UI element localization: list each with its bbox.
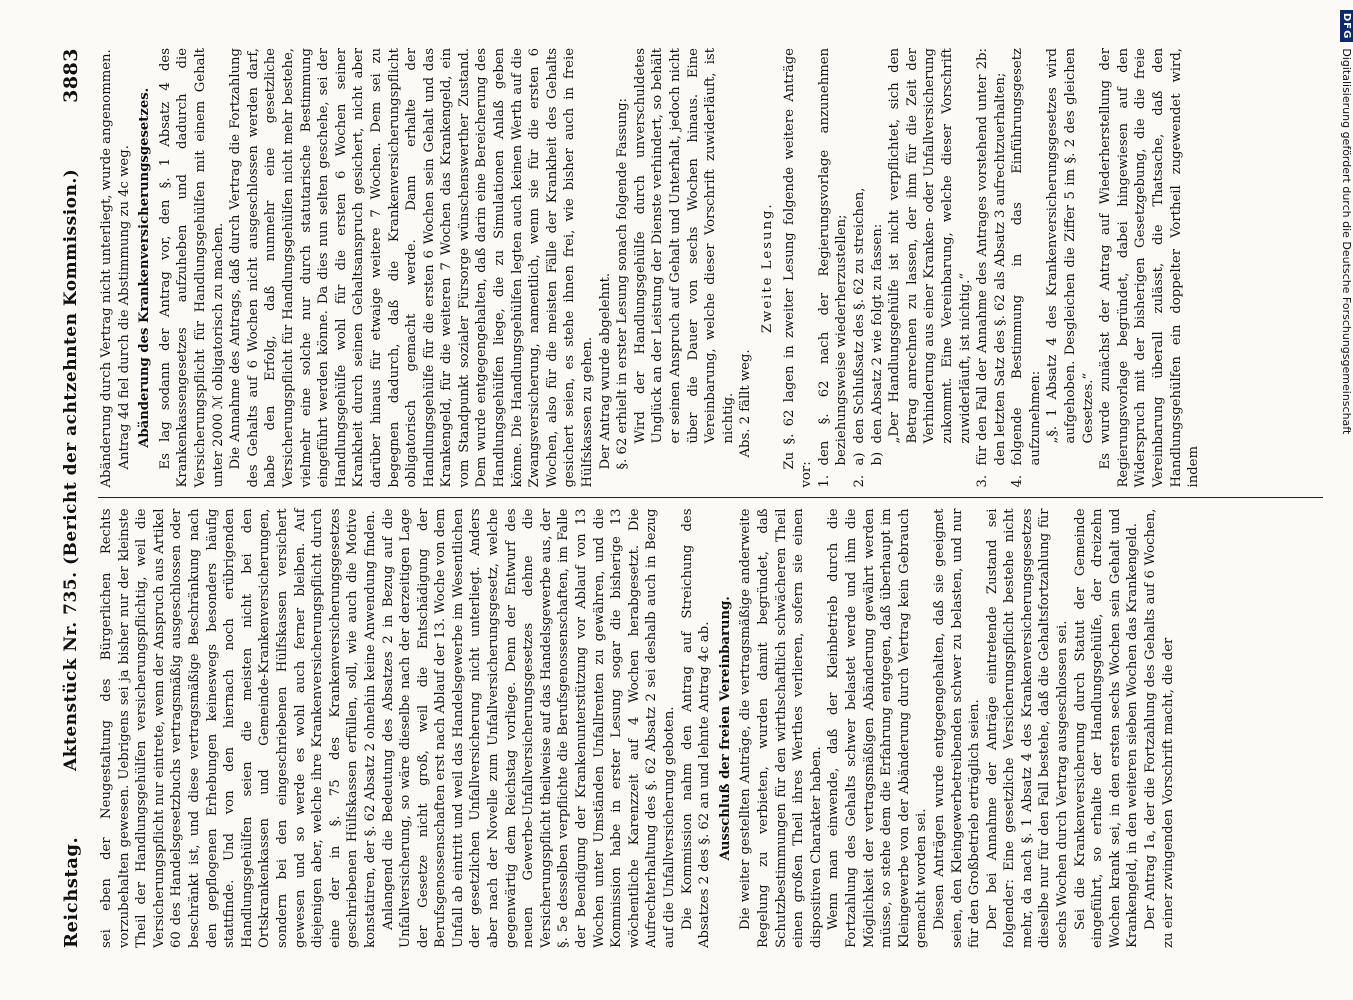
- list-text: folgende Bestimmung in das Einführungsgesetz aufzunehmen:: [1010, 48, 1043, 466]
- paragraph: Es lag sodann der Antrag vor, den §. 1 Absatz 4 des Krankenkassengesetzes aufzuheben und dadurch die Versicherungspflicht für Handlungsgehülfen mit einem Gehalt unter 2000 ℳ obligatorisch zu machen.: [157, 48, 226, 488]
- header-title: Aktenstück Nr. 735. (Bericht der achtzehnten Kommission.): [61, 168, 81, 771]
- paragraph: Diesen Anträgen wurde entgegengehalten, daß sie geeignet seien, den Kleingewerbetreibenden schwer zu belasten, und nur für den Großbetrieb erträglich seien.: [931, 508, 983, 948]
- list-text: den Schlußsatz des §. 62 zu streichen,: [851, 187, 867, 444]
- quoted-paragraph: „§. 1 Absatz 4 des Krankenversicherungsgesetzes wird aufgehoben. Desgleichen die Ziffer 5 im §. 2 des gleichen Gesetzes.“: [1045, 48, 1096, 444]
- list-number: 3.: [975, 474, 991, 488]
- list-item: [974, 48, 1009, 488]
- list-number: a): [851, 452, 867, 466]
- paragraph: Es wurde zunächst der Antrag auf Wiederherstellung der Regierungsvorlage begründet, dabei hingewiesen auf den Widerspruch mit der bisherigen Gesetzgebung, die die freie Vereinbarung überall zulässt, die Thatsache, daß den Handlungsgehülfen ein doppelter Vortheil zugewendet wird, indem: [1098, 48, 1202, 488]
- paragraph: Die weiter gestellten Anträge, die vertragsmäßige anderweite Regelung zu verbieten, wurden damit begründet, daß Schutzbestimmungen für den wirthschaftlich schwächeren Theil einen großen Theil ihres Werthes verlieren, sofern sie einen dispositiven Charakter haben.: [738, 508, 824, 948]
- paragraph: Der Antrag 1a, der die Fortzahlung des Gehalts auf 6 Wochen, zu einer zwingenden Vorschrift macht, die der: [1143, 508, 1176, 948]
- quoted-paragraph: „Der Handlungsgehülfe ist nicht verpflichtet, sich den Betrag anrechnen zu lassen, der ihm für die Zeit der Verhinderung aus einer Kranken- oder Unfallversicherung zukommt. Eine Vereinbarung, welche dieser Vorschrift zuwiderläuft, ist nichtig.“: [887, 48, 973, 444]
- paragraph: §. 62 erhielt in erster Lesung sonach folgende Fassung:: [615, 98, 631, 470]
- column-divider: [98, 498, 1323, 499]
- quoted-paragraph: Wird der Handlungsgehülfe durch unverschuldetes Unglück an der Leistung der Dienste verhindert, so behält er seinen Anspruch auf Gehalt und Unterhalt, jedoch nicht über die Dauer von sechs Wochen hinaus. Eine Vereinbarung, welche dieser Vorschrift zuwiderläuft, ist nichtig.: [632, 48, 736, 444]
- paragraph: Der Antrag wurde abgelehnt.: [597, 272, 613, 470]
- paragraph: Die Kommission nahm den Antrag auf Streichung des Absatzes 2 des §. 62 an und lehnte Antrag 4c ab.: [679, 508, 713, 948]
- paragraph: Sei die Krankenversicherung durch Statut der Gemeinde eingeführt, so erhalte der Handlungsgehülfe, der dreizehn Wochen krank sei, in den ersten sechs Wochen sein Gehalt und Krankengeld, in den weiteren sieben Wochen das Krankengeld.: [1072, 508, 1141, 948]
- section-heading: Ausschluß der freien Vereinbarung.: [717, 596, 733, 861]
- right-column: [98, 48, 1323, 498]
- page-number: 3883: [60, 48, 82, 103]
- text-columns: [98, 48, 1323, 948]
- list-text: für den Fall der Annahme des Antrages vorstehend unter 2b: den letzten Satz des §. 62 als Absatz 3 aufrechtzuerhalten;: [975, 48, 1008, 466]
- paragraph: sei eben der Neugestaltung des Bürgerlichen Rechts vorzubehalten gewesen. Uebrigens sei ja bisher nur der kleinste Theil der Handlungsgehülfen versicherungspflichtig, weil die Versicherungspflicht nur eintrete, wenn der Anspruch aus Artikel 60 des Handelsgesetzbuchs vertragsmäßig ausgeschlossen oder beschränkt ist, und diese vertragsmäßige Beschränkung nach den gepflogenen Erhebungen keineswegs besonders häufig stattfinde. Und von den hiernach noch erübrigenden Handlungsgehülfen seien die meisten nicht bei den Ortskrankenkassen und Gemeinde-Krankenversicherungen, sondern bei den eingeschriebenen Hülfskassen versichert gewesen und so werde es wohl auch ferner bleiben. Auf diejenigen aber, welche ihre Krankenversicherungspflicht durch eine der in §. 75 des Krankenversicherungsgesetzes geschriebenen Hülfskassen erfüllen, soll, wie auch die Motive konstatiren, der §. 62 Absatz 2 ohnehin keine Anwendung finden.: [99, 508, 378, 948]
- paragraph: Der bei Annahme der Anträge eintretende Zustand sei folgender: Eine gesetzliche Versicherungspflicht bestehe nicht mehr, da nach §. 1 Absatz 4 des Krankenversicherungsgesetzes dieselbe nur für den Fall bestehe, daß die Gehaltsfortzahlung für sechs Wochen durch Vertrag ausgeschlossen sei.: [984, 508, 1071, 948]
- list-item: [1009, 48, 1044, 488]
- page-header: [58, 48, 84, 948]
- list-number: b): [869, 451, 885, 466]
- paragraph: Zu §. 62 lagen in zweiter Lesung folgende weitere Anträge vor:: [781, 48, 815, 488]
- credit-text-wrapper: [1340, 10, 1353, 690]
- dfg-logo: DFG: [1341, 10, 1353, 42]
- list-item: [816, 48, 851, 488]
- credit-text: Digitalisierung gefördert durch die Deutsche Forschungsgemeinschaft: [1340, 48, 1353, 435]
- paragraph: Wenn man einwende, daß der Kleinbetrieb durch die Fortzahlung des Gehalts schwer belastet werde und ihm die Möglichkeit der vertragsmäßigen Abänderung gewährt werden müsse, so stehe dem die Erfahrung entgegen, daß überhaupt im Kleingewerbe von der Abänderung durch Vertrag kein Gebrauch gemacht worden sei.: [826, 508, 930, 948]
- paragraph: Abs. 2 fällt weg.: [738, 349, 754, 458]
- list-number: 2.: [851, 474, 867, 488]
- digitization-credit: [1340, 10, 1352, 690]
- paragraph: Anlangend die Bedeutung des Absatzes 2 in Bezug auf die Unfallversicherung, so wäre dieselbe nach der derzeitigen Lage der Gesetze nicht groß, weil die Entschädigung der Berufsgenossenschaften erst nach Ablauf der 13. Woche von dem Unfall ab eintritt und weil das Handelsgewerbe im Wesentlichen der gesetzlichen Unfallversicherung nicht unterliegt. Anders aber nach der Novelle zum Unfallversicherungsgesetz, welche gegenwärtig dem Reichstag vorliege. Denn der Entwurf des neuen Gewerbe-Unfallversicherungsgesetzes dehne die Versicherungspflicht theilweise auf das Handelsgewerbe aus, der §. 5e desselben verpflichte die Berufsgenossenschaften, im Falle der Beendigung der Krankenunterstützung vor Ablauf von 13 Wochen unter Umständen Unfallrenten zu gewähren, und die Kommission habe in erster Lesung sogar die bisherige 13 wöchentliche Karenzzeit auf 4 Wochen herabgesetzt. Die Aufrechterhaltung des §. 62 Absatz 2 sei deshalb auch in Bezug auf die Unfallversicherung geboten.: [380, 508, 677, 948]
- list-number: 1.: [816, 474, 832, 488]
- paragraph: Abänderung durch Vertrag nicht unterliegt, wurde angenommen.: [99, 49, 114, 488]
- sub-list-item: [851, 48, 869, 488]
- header-left: Reichstag.: [60, 836, 82, 948]
- section-heading: Zweite Lesung.: [759, 202, 775, 334]
- paragraph: Antrag 4d fiel durch die Abstimmung zu 4c weg.: [116, 145, 132, 470]
- left-column: [98, 499, 1323, 949]
- sub-list-item: [869, 48, 887, 488]
- list-text: den §. 62 nach der Regierungsvorlage anzunehmen beziehungsweise wiederherzustellen;: [816, 48, 850, 466]
- section-heading: Abänderung des Krankenversicherungsgesetzes.: [137, 87, 153, 448]
- list-number: 4.: [1010, 474, 1026, 488]
- paragraph: Die Annahme des Antrags, daß durch Vertrag die Fortzahlung des Gehalts auf 6 Wochen nicht ausgeschlossen werden darf, habe den Erfolg, daß nunmehr eine gesetzliche Versicherungspflicht für Handlungsgehülfen nicht mehr bestehe, vielmehr eine solche nur durch statutarische Bestimmung eingeführt werden könne. Da dies nun selten geschehe, sei der Handlungsgehülfe wohl für die ersten 6 Wochen seiner Krankheit durch seinen Gehaltsanspruch gesichert, nicht aber darüber hinaus für etwaige weitere 7 Wochen. Dem sei zu begegnen dadurch, daß die Krankenversicherungspflicht obligatorisch gemacht werde. Dann erhalte der Handlungsgehülfe für die ersten 6 Wochen sein Gehalt und das Krankengeld, für die weiteren 7 Wochen das Krankengeld, ein vom Standpunkt sozialer Fürsorge wünschenswerther Zustand. Dem wurde entgegengehalten, daß darin eine Bereicherung des Handlungsgehülfen liege, die zu Simulationen Anlaß geben könne. Die Handlungsgehülfen legten auch keinen Werth auf die Zwangsversicherung, namentlich, wenn sie für die ersten 6 Wochen, also für die meisten Fälle der Krankheit des Gehalts gesichert seien, es stehe ihnen frei, wie bisher auch in freie Hülfskassen zu gehen.: [228, 48, 596, 488]
- list-text: den Absatz 2 wie folgt zu fassen:: [869, 223, 885, 444]
